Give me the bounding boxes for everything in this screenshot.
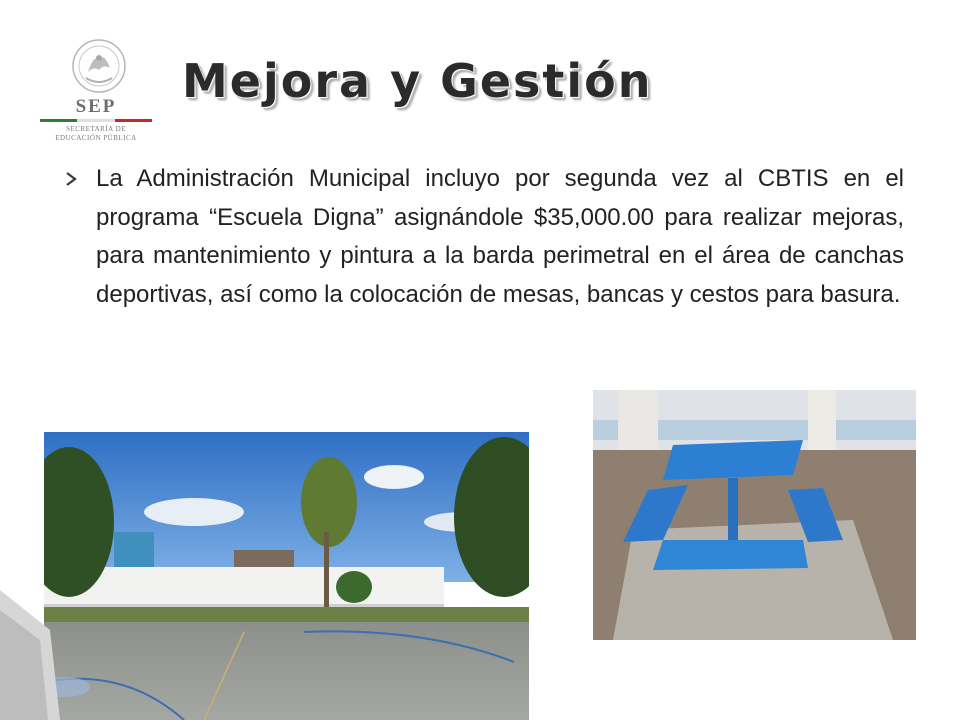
sep-logo-text: SEP — [75, 96, 117, 117]
bullet-item — [64, 160, 904, 314]
sports-court-photo — [44, 432, 529, 720]
bullet-text: La Administración Municipal incluyo por segunda vez al CBTIS en el programa “Escuela Digna” asignándole $35,000.00 para realizar mejoras, para mantenimiento y pintura a la barda perimetral en el área de canchas deportivas, así como la colocación de mesas, bancas y cestos para basura. — [96, 165, 904, 308]
sep-logo-subtitle — [34, 125, 158, 143]
sep-subtitle-line-2: EDUCACIÓN PÚBLICA — [55, 134, 137, 142]
sep-logo — [34, 36, 158, 148]
sep-color-bar — [40, 119, 152, 122]
arrow-bullet-icon — [64, 172, 78, 186]
slide-title: Mejora y Gestión — [182, 54, 653, 108]
coat-of-arms-seal-icon — [68, 38, 130, 94]
sep-subtitle-line-1: SECRETARÍA DE — [66, 125, 126, 133]
corner-decoration — [0, 590, 60, 720]
blue-picnic-table-photo — [593, 390, 916, 640]
